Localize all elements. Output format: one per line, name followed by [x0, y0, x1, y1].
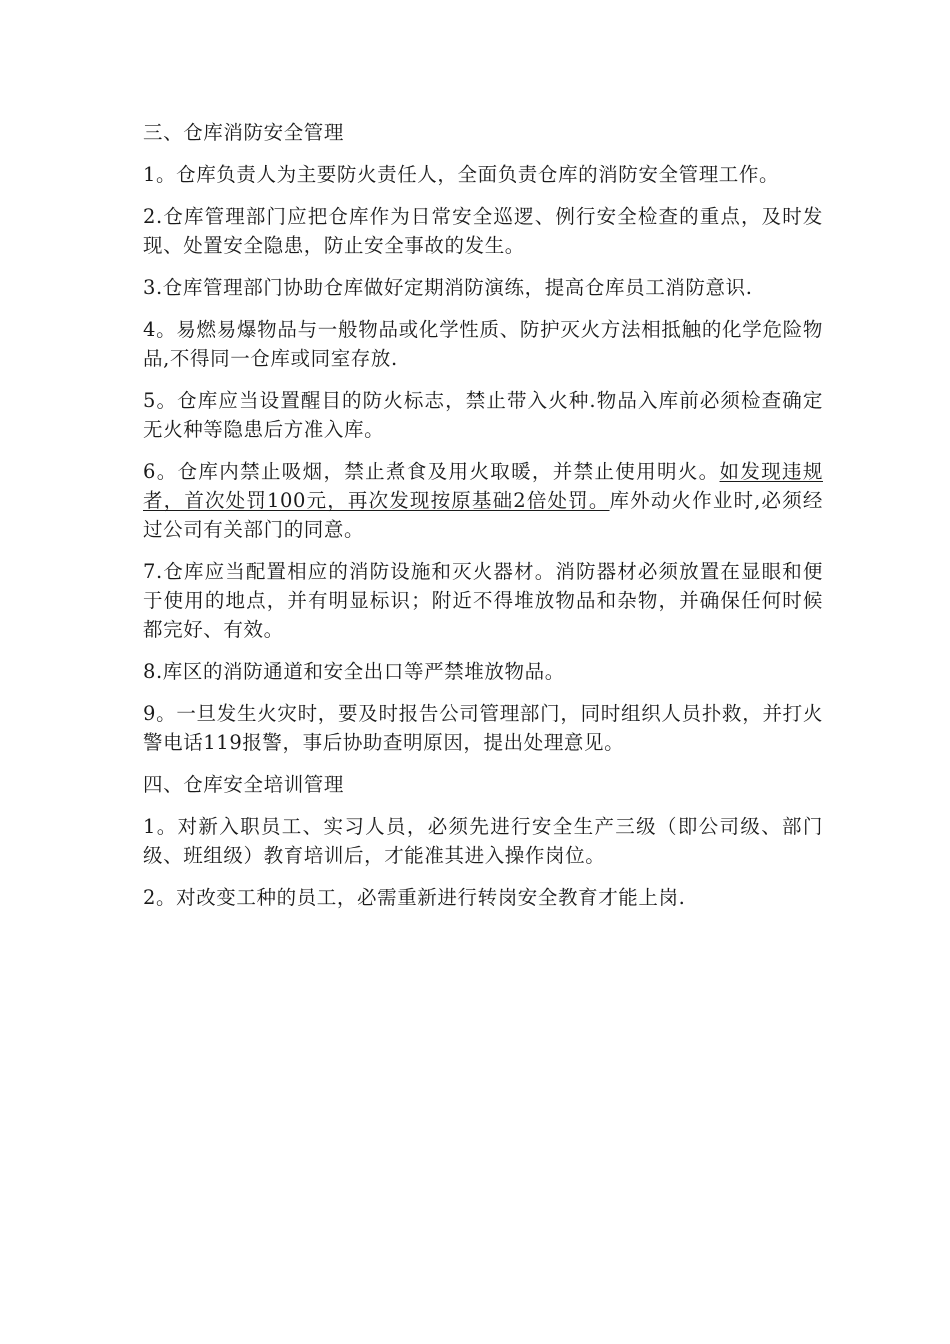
fire-safety-item-8: 8.库区的消防通道和安全出口等严禁堆放物品。 — [143, 660, 565, 683]
fire-safety-item-1: 1。仓库负责人为主要防火责任人，全面负责仓库的消防安全管理工作。 — [143, 163, 780, 186]
section-heading-fire-safety: 三、仓库消防安全管理 — [143, 121, 345, 144]
training-item-2: 2。对改变工种的员工，必需重新进行转岗安全教育才能上岗. — [143, 886, 686, 909]
training-item-1: 1。对新入职员工、实习人员，必须先进行安全生产三级（即公司级、部门级、班组级）教育培训后，才能准其进入操作岗位。 — [143, 815, 823, 867]
document-page — [143, 118, 823, 925]
fire-safety-item-2: 2.仓库管理部门应把仓库作为日常安全巡逻、例行安全检查的重点，及时发现、处置安全隐患，防止安全事故的发生。 — [143, 205, 823, 257]
item-6-penalty-underlined: 如发现违规者，首次处罚100元，再次发现按原基础2倍处罚。 — [143, 460, 823, 512]
fire-safety-item-4: 4。易燃易爆物品与一般物品或化学性质、防护灭火方法相抵触的化学危险物品,不得同一仓库或同室存放. — [143, 318, 823, 370]
item-6-text-before: 6。仓库内禁止吸烟，禁止煮食及用火取暖，并禁止使用明火。 — [143, 460, 720, 483]
fire-safety-item-7: 7.仓库应当配置相应的消防设施和灭火器材。消防器材必须放置在显眼和便于使用的地点，并有明显标识；附近不得堆放物品和杂物，并确保任何时候都完好、有效。 — [143, 560, 823, 641]
fire-safety-item-5: 5。仓库应当设置醒目的防火标志，禁止带入火种.物品入库前必须检查确定无火种等隐患后方准入库。 — [143, 389, 823, 441]
section-heading-training: 四、仓库安全培训管理 — [143, 773, 345, 796]
item-6-text-after: 库外动火作业时,必须经过公司有关部门的同意。 — [143, 489, 823, 541]
fire-safety-item-6 — [143, 457, 823, 544]
fire-safety-item-9: 9。一旦发生火灾时，要及时报告公司管理部门，同时组织人员扑救，并打火警电话119报警，事后协助查明原因，提出处理意见。 — [143, 702, 823, 754]
fire-safety-item-3: 3.仓库管理部门协助仓库做好定期消防演练，提高仓库员工消防意识. — [143, 276, 753, 299]
